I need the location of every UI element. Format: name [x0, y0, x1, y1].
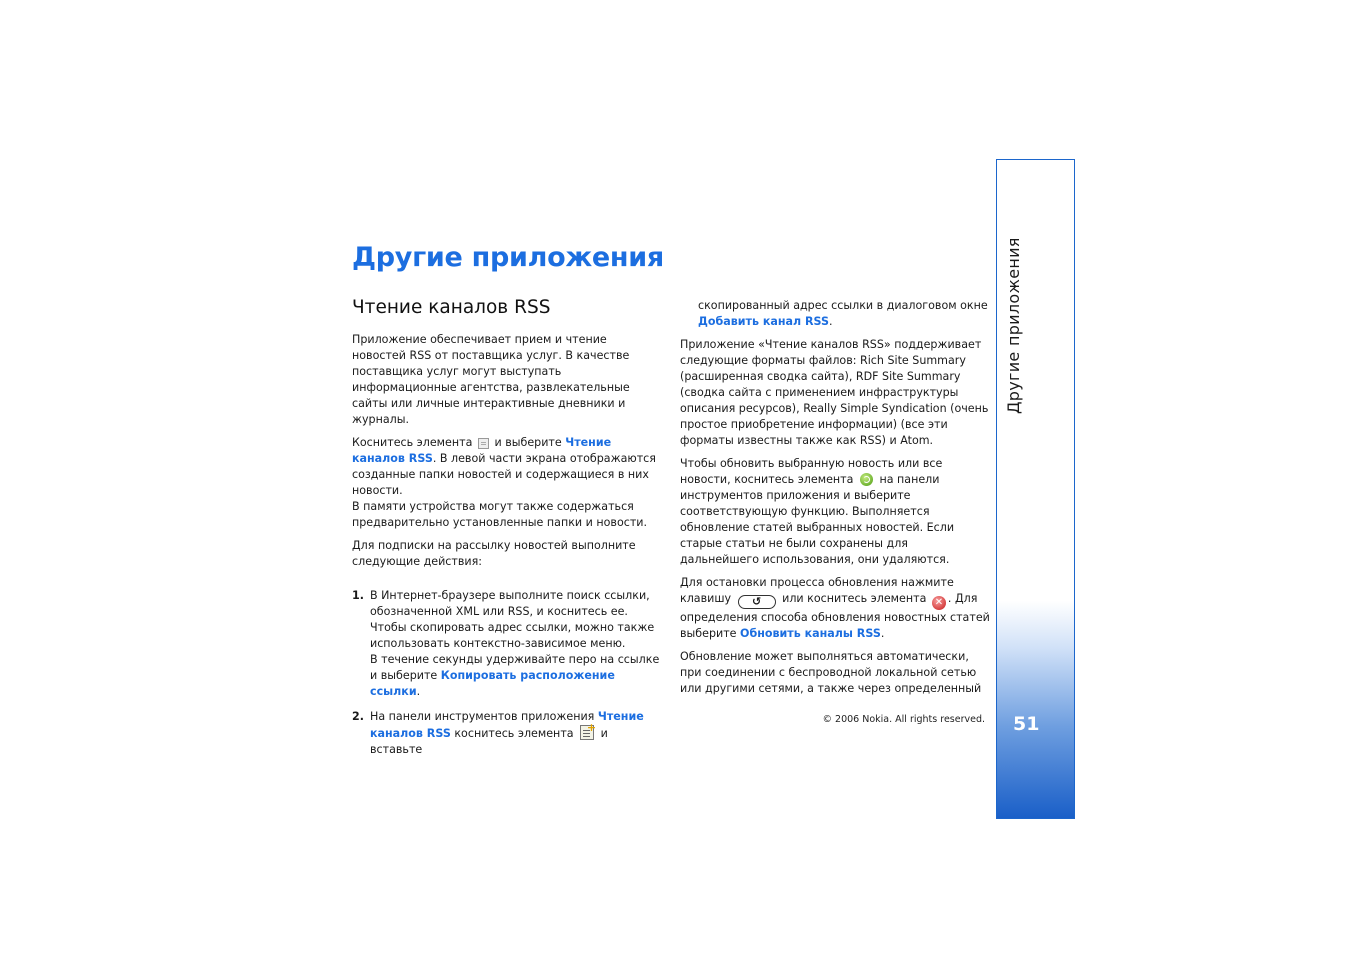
auto-update-paragraph: Обновление может выполняться автоматически, при соединении с беспроводной локальной сетью или другими сетями, а также через определенный — [680, 650, 982, 695]
continuation-paragraph: скопированный адрес ссылки в диалоговом окне Добавить канал RSS. — [698, 299, 988, 328]
intro-paragraph: Приложение обеспечивает прием и чтение новостей RSS от поставщика услуг. В качестве поставщика услуг могут выступать информационные агентства, развлекательные сайты или личные интерактивные дневники и журналы. — [352, 333, 630, 426]
page-title: Другие приложения — [352, 242, 664, 273]
step-number: 1. — [352, 589, 364, 602]
formats-paragraph: Приложение «Чтение каналов RSS» поддерживает следующие форматы файлов: Rich Site Summary (расширенная сводка сайта), RDF Site Summary (сводка сайта с применением инфраструктуры описания ресурсов), Really Simple Syndication (очень простое приобретение информации) (все эти форматы известны также как RSS) и Atom. — [680, 338, 989, 447]
subscribe-paragraph: Для подписки на рассылку новостей выполните следующие действия: — [352, 539, 636, 568]
left-column — [352, 296, 662, 767]
right-column — [680, 298, 990, 704]
update-paragraph: Чтобы обновить выбранную новость или все новости, коснитесь элемента на панели инструментов приложения и выберите соответствующую функцию. Выполняется обновление статей выбранных новостей. Если старые статьи не были сохранены для дальнейшего использования, они удаляются. — [680, 457, 955, 566]
back-key-icon: ↺ — [738, 595, 776, 609]
step-number: 2. — [352, 710, 364, 723]
add-feed-icon — [580, 725, 594, 740]
list-item: 2. На панели инструментов приложения Чтение каналов RSS коснитесь элемента + и вставьте — [352, 709, 662, 758]
page-number: 51 — [1013, 713, 1040, 735]
stop-paragraph: Для остановки процесса обновления нажмите клавишу ↺ или коснитесь элемента ✕ . Для определения способа обновления новостных статей выберите Обновить каналы RSS. — [680, 576, 990, 640]
refresh-icon — [860, 473, 873, 486]
section-heading: Чтение каналов RSS — [352, 297, 551, 318]
sidebar-section-title: Другие приложения — [1004, 237, 1023, 414]
menu-icon — [478, 438, 489, 449]
copy-link-location-link[interactable]: Копировать расположение ссылки — [370, 669, 615, 698]
stop-icon: ✕ — [932, 596, 946, 610]
steps-list — [352, 588, 662, 758]
update-feeds-link[interactable]: Обновить каналы RSS — [740, 627, 881, 640]
rss-reader-link[interactable]: Чтение каналов RSS — [370, 710, 644, 740]
rss-reader-link[interactable]: Чтение каналов RSS — [352, 436, 612, 465]
open-app-paragraph: Коснитесь элемента и выберите Чтение каналов RSS. В левой части экрана отображаются созданные папки новостей и содержащиеся в них новости. В памяти устройства могут также содержаться предварительно установленные папки и новости. — [352, 436, 656, 529]
list-item: 1. В Интернет-браузере выполните поиск ссылки, обозначенной XML или RSS, и коснитесь ее. Чтобы скопировать адрес ссылки, можно также использовать контекстно-зависимое меню. В течение секунды удерживайте перо на ссылке и выберите Копировать расположение ссылки. — [352, 589, 660, 698]
add-rss-feed-link[interactable]: Добавить канал RSS — [698, 315, 830, 328]
copyright-footer: © 2006 Nokia. All rights reserved. — [822, 714, 985, 725]
